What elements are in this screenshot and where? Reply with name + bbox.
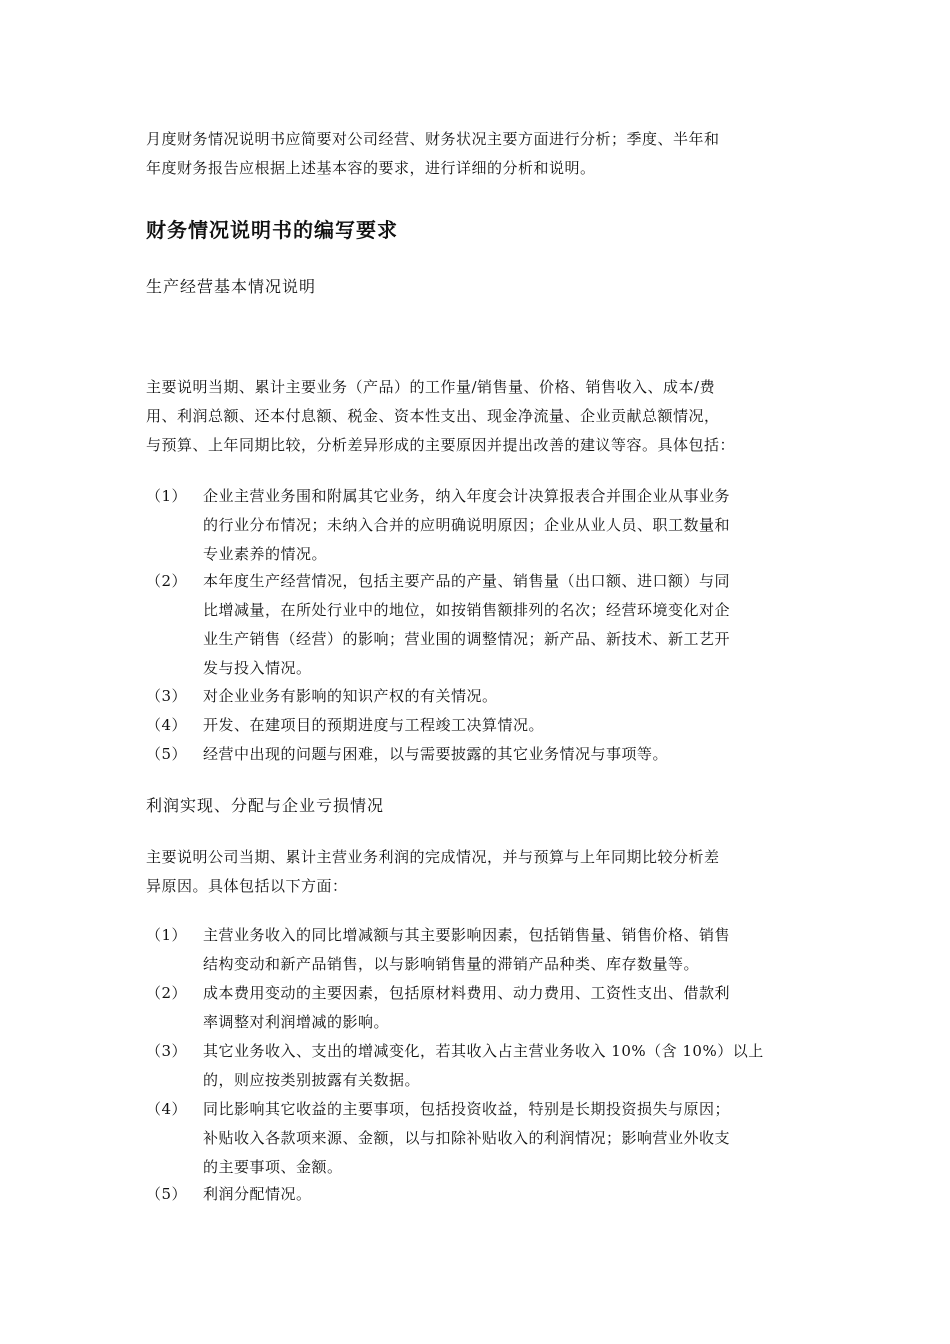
section1-heading: 生产经营基本情况说明 bbox=[146, 277, 317, 296]
item-number: （4） bbox=[146, 1100, 188, 1118]
item-number: （3） bbox=[146, 1042, 188, 1060]
item-number: （5） bbox=[146, 1185, 188, 1203]
item-line: 本年度生产经营情况，包括主要产品的产量、销售量（出口额、进口额）与同 bbox=[203, 572, 731, 590]
item-number: （2） bbox=[146, 572, 188, 590]
item-line: 比增减量，在所处行业中的地位，如按销售额排列的名次；经营环境变化对企 bbox=[203, 601, 731, 619]
intro-line: 月度财务情况说明书应简要对公司经营、财务状况主要方面进行分析；季度、半年和 bbox=[146, 130, 720, 148]
item-number: （2） bbox=[146, 984, 188, 1002]
item-line: 成本费用变动的主要因素，包括原材料费用、动力费用、工资性支出、借款利 bbox=[203, 984, 731, 1002]
item-number: （3） bbox=[146, 687, 188, 705]
item-line: 业生产销售（经营）的影响；营业围的调整情况；新产品、新技术、新工艺开 bbox=[203, 630, 731, 648]
item-line: 同比影响其它收益的主要事项，包括投资收益，特别是长期投资损失与原因； bbox=[203, 1100, 731, 1118]
intro-line: 年度财务报告应根据上述基本容的要求，进行详细的分析和说明。 bbox=[146, 159, 596, 177]
item-line: 专业素养的情况。 bbox=[203, 545, 328, 563]
item-number: （5） bbox=[146, 745, 188, 763]
paragraph-line: 主要说明当期、累计主要业务（产品）的工作量/销售量、价格、销售收入、成本/费 bbox=[146, 378, 716, 396]
main-heading: 财务情况说明书的编写要求 bbox=[146, 218, 398, 242]
item-number: （1） bbox=[146, 487, 188, 505]
paragraph-line: 主要说明公司当期、累计主营业务利润的完成情况，并与预算与上年同期比较分析差 bbox=[146, 848, 720, 866]
item-line: 其它业务收入、支出的增减变化，若其收入占主营业务收入 10%（含 10%）以上 bbox=[203, 1042, 764, 1060]
paragraph-line: 用、利润总额、还本付息额、税金、资本性支出、现金净流量、企业贡献总额情况， bbox=[146, 407, 720, 425]
item-line: 的行业分布情况；未纳入合并的应明确说明原因；企业从业人员、职工数量和 bbox=[203, 516, 731, 534]
item-line: 开发、在建项目的预期进度与工程竣工决算情况。 bbox=[203, 716, 545, 734]
item-line: 利润分配情况。 bbox=[203, 1185, 312, 1203]
section2-paragraph bbox=[146, 843, 806, 901]
paragraph-line: 异原因。具体包括以下方面： bbox=[146, 877, 348, 895]
item-number: （1） bbox=[146, 926, 188, 944]
item-line: 结构变动和新产品销售，以与影响销售量的滞销产品种类、库存数量等。 bbox=[203, 955, 700, 973]
item-line: 补贴收入各款项来源、金额，以与扣除补贴收入的利润情况；影响营业外收支 bbox=[203, 1129, 731, 1147]
intro-paragraph bbox=[146, 125, 806, 183]
paragraph-line: 与预算、上年同期比较，分析差异形成的主要原因并提出改善的建议等容。具体包括： bbox=[146, 436, 736, 454]
item-line: 企业主营业务围和附属其它业务，纳入年度会计决算报表合并围企业从事业务 bbox=[203, 487, 731, 505]
item-number: （4） bbox=[146, 716, 188, 734]
item-line: 发与投入情况。 bbox=[203, 659, 312, 677]
item-line: 的，则应按类别披露有关数据。 bbox=[203, 1071, 421, 1089]
item-line: 率调整对利润增减的影响。 bbox=[203, 1013, 390, 1031]
item-line: 的主要事项、金额。 bbox=[203, 1158, 343, 1176]
item-line: 主营业务收入的同比增减额与其主要影响因素，包括销售量、销售价格、销售 bbox=[203, 926, 731, 944]
section1-paragraph bbox=[146, 373, 806, 460]
item-line: 对企业业务有影响的知识产权的有关情况。 bbox=[203, 687, 498, 705]
section2-heading: 利润实现、分配与企业亏损情况 bbox=[146, 796, 385, 815]
item-line: 经营中出现的问题与困难，以与需要披露的其它业务情况与事项等。 bbox=[203, 745, 669, 763]
